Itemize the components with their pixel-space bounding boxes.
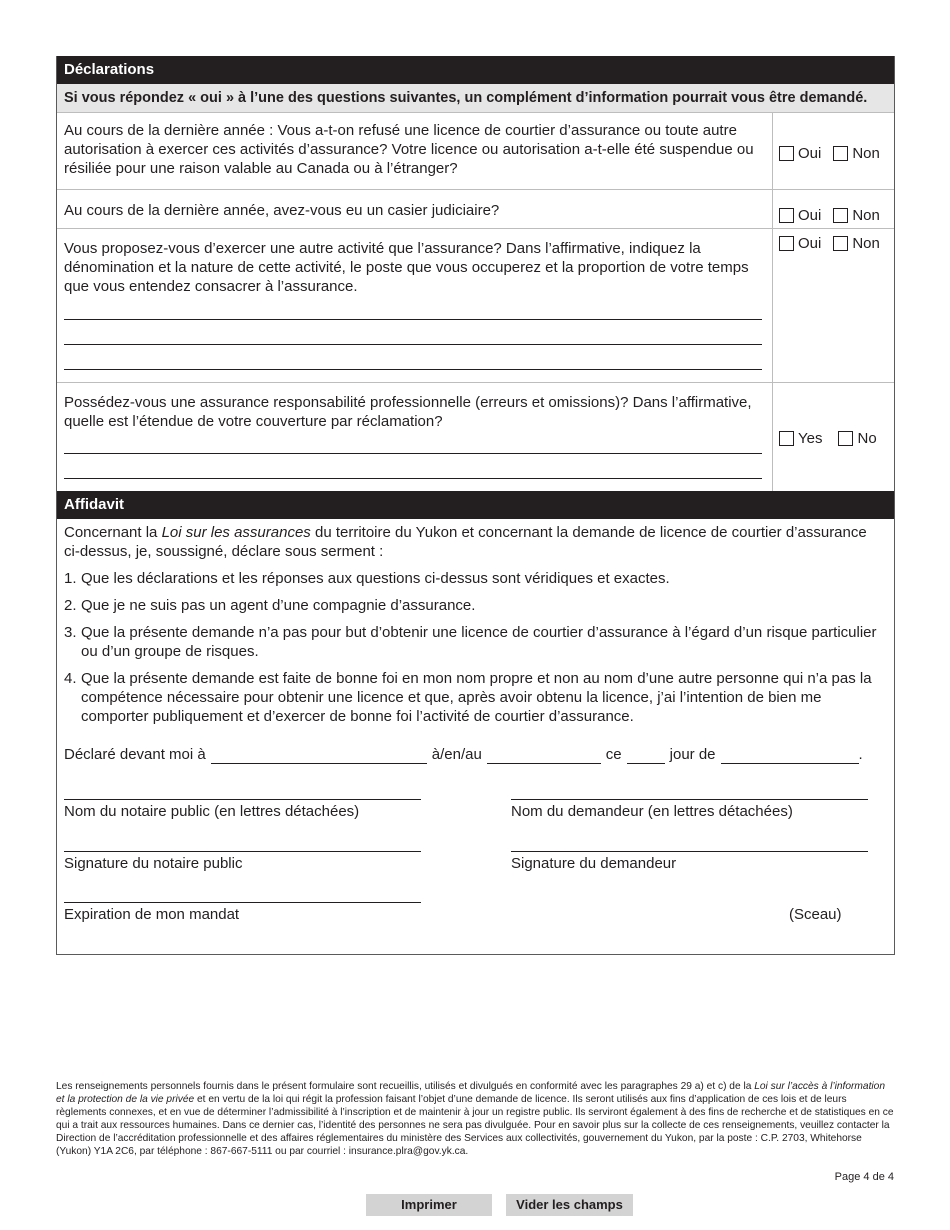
yes-option[interactable]: Oui [779, 235, 821, 252]
question-block [57, 383, 773, 491]
yes-option[interactable]: Oui [779, 117, 821, 189]
notary-signature-label: Signature du notaire public [64, 855, 243, 872]
signature-area [57, 774, 894, 954]
yes-option[interactable]: Yes [779, 430, 822, 447]
question-row [57, 229, 894, 383]
list-item: 4. Que la présente demande est faite de bonne foi en mon nom propre et non au nom d’une autre personne qui n’a pas la compétence nécessaire pour obtenir une licence et que, après avoir obtenu la licence, j’ai l’intention de bien me comporter publiquement et d’exercer de bonne foi l’activité de courtier d’assurance. [64, 670, 872, 725]
page-number: Page 4 de 4 [834, 1171, 894, 1183]
applicant-name-label: Nom du demandeur (en lettres détachées) [511, 803, 793, 820]
month-field[interactable] [721, 749, 859, 764]
question-text: Possédez-vous une assurance responsabilité professionnelle (erreurs et omissions)? Dans l’affirmative, quelle est l’étendue de votre couverture par réclamation? [64, 394, 752, 430]
yes-checkbox[interactable] [779, 146, 794, 161]
affidavit-header: Affidavit [57, 491, 894, 519]
seal-label: (Sceau) [789, 906, 842, 923]
list-item: 3. Que la présente demande n’a pas pour but d’obtenir une licence de courtier d’assurance à l’égard d’un risque particulier ou d’un groupe de risques. [64, 624, 877, 660]
clear-fields-button[interactable]: Vider les champs [506, 1194, 633, 1216]
no-option[interactable]: Non [833, 117, 880, 189]
privacy-notice: Les renseignements personnels fournis dans le présent formulaire sont recueillis, utilisés et divulgués en conformité avec les paragraphes 29 a) et c) de la Loi sur l’accès à l’information et la protection de la vie privée et en vertu de la loi qui régit la profession faisant l’objet d’une demande de licence. Ils seront utilisés aux fins d’application de ces lois et de leurs règlements connexes, et en vue de déterminer l’admissibilité à l’inscription et de maintenir à jour un registre public. Ils serviront également à des fins de recherche et de statistiques en ce qui a trait aux ressources humaines. Dans ce dernier cas, l’identité des personnes ne sera pas divulguée. Pour en savoir plus sur la collecte de ces renseignements, veuillez contacter la Direction de l’accréditation professionnelle et des affaires réglementaires du ministère des Services aux collectivités, gouvernement du Yukon, par la poste : C.P. 2703, Whitehorse (Yukon) Y1A 2C6, par téléphone : 867-667-5111 ou par courriel : insurance.plra@gov.yk.ca. [56, 1081, 894, 1157]
answer-line[interactable] [64, 454, 762, 479]
list-item: 2. Que je ne suis pas un agent d’une compagnie d’assurance. [64, 597, 476, 614]
print-button[interactable]: Imprimer [366, 1194, 492, 1216]
question-row [57, 113, 894, 190]
question-block [57, 229, 773, 382]
answer-line[interactable] [64, 431, 762, 454]
no-option[interactable]: No [838, 430, 876, 447]
answer-line[interactable] [64, 345, 762, 370]
yes-option[interactable]: Oui [779, 202, 821, 228]
affidavit-list [64, 569, 886, 726]
applicant-signature-label: Signature du demandeur [511, 855, 677, 872]
no-checkbox[interactable] [838, 431, 853, 446]
applicant-name-line[interactable] [511, 799, 868, 800]
question-text: Au cours de la dernière année : Vous a-t-on refusé une licence de courtier d’assurance ou toute autre autorisation à exercer ces activités d’assurance? Votre licence ou autorisation a-t-elle été suspendue ou résiliée pour une raison valable au Canada ou à l’étranger? [57, 113, 773, 189]
no-option[interactable]: Non [833, 202, 880, 228]
declarations-header: Déclarations [57, 56, 894, 84]
form [56, 56, 895, 955]
commission-expiry-line[interactable] [64, 902, 421, 903]
no-checkbox[interactable] [833, 208, 848, 223]
location-field[interactable] [487, 749, 601, 764]
yes-checkbox[interactable] [779, 236, 794, 251]
applicant-signature-line[interactable] [511, 851, 868, 852]
question-text: Au cours de la dernière année, avez-vous eu un casier judiciaire? [57, 190, 773, 228]
no-checkbox[interactable] [833, 236, 848, 251]
question-row [57, 190, 894, 229]
question-text: Vous proposez-vous d’exercer une autre activité que l’assurance? Dans l’affirmative, indiquez la dénomination et la nature de cette activité, le poste que vous occuperez et la proportion de votre temps que vous entendez consacrer à l’assurance. [64, 240, 749, 295]
no-option[interactable]: Non [833, 235, 880, 252]
list-item: 1. Que les déclarations et les réponses aux questions ci-dessus sont véridiques et exactes. [64, 570, 670, 587]
answer-line[interactable] [64, 320, 762, 345]
answer-line[interactable] [64, 295, 762, 320]
yes-checkbox[interactable] [779, 431, 794, 446]
question-answers [773, 190, 894, 228]
notary-name-label: Nom du notaire public (en lettres détachées) [64, 803, 360, 820]
question-row [57, 383, 894, 491]
day-field[interactable] [627, 749, 665, 764]
declarations-subheader: Si vous répondez « oui » à l’une des questions suivantes, un complément d’information pourrait vous être demandé. [57, 84, 894, 113]
declared-line: Déclaré devant moi à à/en/au ce jour de . [64, 746, 863, 763]
yes-checkbox[interactable] [779, 208, 794, 223]
place-field[interactable] [211, 749, 427, 764]
affidavit-intro: Concernant la Loi sur les assurances du territoire du Yukon et concernant la demande de licence de courtier d’assurance ci-dessus, je, soussigné, déclare sous serment : [64, 524, 867, 560]
notary-signature-line[interactable] [64, 851, 421, 852]
no-checkbox[interactable] [833, 146, 848, 161]
commission-expiry-label: Expiration de mon mandat [64, 906, 240, 923]
question-answers [773, 383, 894, 491]
question-answers [773, 229, 894, 382]
question-answers [773, 113, 894, 189]
affidavit-body [57, 519, 894, 774]
notary-name-line[interactable] [64, 799, 421, 800]
